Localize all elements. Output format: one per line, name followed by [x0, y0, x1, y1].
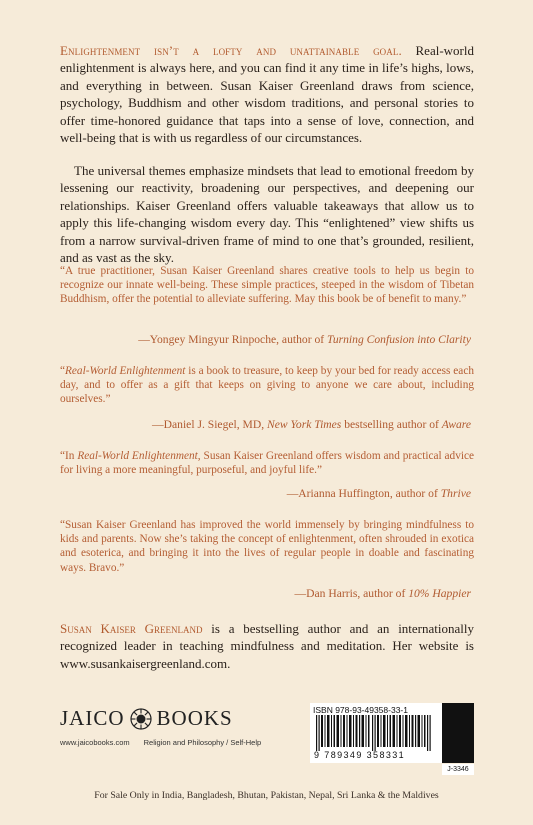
blurb-paragraph-2: The universal themes emphasize mindsets that lead to emotional freedom by lessening our reactivity, broadening our perspectives, and deepening our relationships. Kaiser Greenland offers valuable takeaways that allow us to apply this life-changing wisdom every day. This “enlightened” view shifts us from a narrow survival-driven frame of mind to one that’s grounded, resilient, and as vast as the sky. — [60, 163, 474, 266]
sale-notice: For Sale Only in India, Bangladesh, Bhutan, Pakistan, Nepal, Sri Lanka & the Maldives — [94, 790, 439, 801]
quote-3-attr-title: Thrive — [440, 487, 471, 500]
quote-4-attribution — [295, 587, 471, 600]
quote-1-text: “A true practitioner, Susan Kaiser Greenland shares creative tools to help us begin to recognize our innate well-being. These simple practices, steeped in the wisdom of Tibetan Buddhism, offer the potential to alleviate suffering. May this book be of benefit to many.” — [60, 265, 474, 306]
publisher-name-left: JAICO — [60, 706, 125, 730]
quote-2-text: “Real-World Enlightenment is a book to treasure, to keep by your bed for ready access each day, and to offer as a gift that keeps on giving to anyone we care about, including ourselves.” — [60, 365, 474, 406]
quote-3-book-title: Real-World Enlightenment, — [77, 450, 201, 462]
isbn-label: ISBN 978-93-49358-33-1 — [313, 705, 408, 715]
quote-2-book-title: Real-World Enlightenment — [65, 365, 186, 377]
blurb-para1-text: Real-world enlightenment is always here, and you can find it any time in life’s highs, lows, and everything in between. Susan Kaiser Greenland draws from science, psychology, Buddhism and other wisdom traditions, and personal stories to offer time-honored guidance that taps into a sense of love, connection, and well-being that is with us regardless of our circumstances. — [60, 43, 474, 146]
publisher-website: www.jaicobooks.com — [60, 738, 130, 747]
quote-3-attribution — [287, 487, 471, 500]
author-name: Susan Kaiser Greenland — [60, 621, 203, 636]
author-bio — [60, 620, 474, 672]
publisher-logo — [60, 706, 233, 731]
quote-3-body: Susan Kaiser Greenland offers wisdom and practical advice for living a more meaningful, purposeful, and joyful life.” — [60, 450, 475, 477]
quote-2-attr-prefix: —Daniel J. Siegel, MD, — [152, 418, 268, 431]
quote-3-text — [60, 449, 474, 477]
quote-3-attr-prefix: —Arianna Huffington, author of — [286, 487, 441, 500]
quote-4-text: “Susan Kaiser Greenland has improved the world immensely by bringing mindfulness to kids and parents. Now she’s taking the concept of enlightenment, often shrouded in exotica and esoterica, and bringing it into the lives of regular people in doable and fascinating ways. Bravo.” — [60, 519, 474, 574]
quote-2-attr-title: Aware — [441, 418, 471, 431]
quote-1-attr-prefix: —Yongey Mingyur Rinpoche, author of — [138, 333, 328, 346]
quote-3-pre: “In — [60, 450, 78, 462]
barcode-side-tab — [442, 703, 474, 763]
quote-2-attr-mid: bestselling author of — [341, 418, 442, 431]
sunflower-logo-icon — [130, 708, 152, 730]
barcode-digits: 9 789349 358331 — [314, 750, 406, 760]
quote-2-attribution — [152, 418, 471, 431]
author-bio-text: is a bestselling author and an internationally recognized leader in teaching mindfulness and meditation. Her website is www.susankaisergreenland.com. — [60, 621, 475, 671]
blurb-lead: Enlightenment isn’t a lofty and unattainable goal. — [60, 43, 402, 58]
quote-2-attr-paper: New York Times — [267, 418, 342, 431]
book-category: Religion and Philosophy / Self-Help — [143, 738, 262, 747]
publisher-details — [60, 738, 261, 747]
quote-4-attr-title: 10% Happier — [408, 587, 471, 600]
quote-4-attr-prefix: —Dan Harris, author of — [294, 587, 409, 600]
blurb-paragraph-1 — [60, 42, 474, 146]
quote-1-attribution — [138, 333, 471, 346]
book-code: J-3346 — [442, 764, 474, 775]
barcode-icon — [314, 715, 440, 751]
quote-1-attr-title: Turning Confusion into Clarity — [327, 333, 471, 346]
quote-2-body: is a book to treasure, to keep by your bed for ready access each day, and to offer as a gift that keeps on giving to anyone we care about, including ourselves.” — [60, 365, 474, 406]
publisher-name-right: BOOKS — [156, 706, 233, 730]
